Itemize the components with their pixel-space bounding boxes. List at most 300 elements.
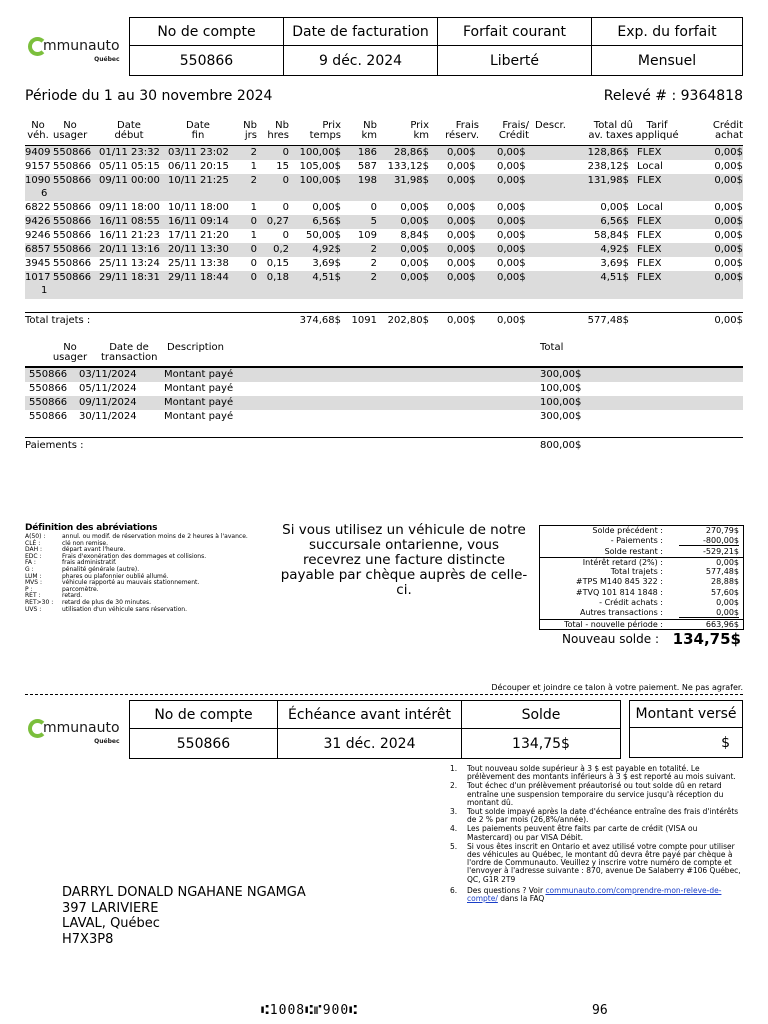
trip-cell-total: 0,00$ <box>600 202 629 213</box>
summary-row <box>540 526 743 536</box>
col-header-line1: Nb <box>275 120 289 131</box>
trip-cell-total: 3,69$ <box>600 258 629 269</box>
trip-cell-end: 10/11 18:00 <box>168 202 229 213</box>
trip-cell-start: 16/11 08:55 <box>99 216 160 227</box>
trip-cell-res: 0,00$ <box>447 230 476 241</box>
payments-col-header <box>167 343 257 353</box>
trip-cell-user: 550866 <box>53 216 92 227</box>
trip-cell-end: 17/11 21:20 <box>168 230 229 241</box>
payments-col-header <box>540 343 590 353</box>
payment-cell-desc: Montant payé <box>164 383 234 394</box>
trip-cell-start: 16/11 21:23 <box>99 230 160 241</box>
trip-cell-days: 1 <box>250 230 257 241</box>
payments-total-rule <box>25 437 743 438</box>
trip-cell-veh: 1017 <box>25 272 51 283</box>
mailing-address <box>62 885 306 947</box>
trip-cell-veh-cont: 1 <box>41 285 48 296</box>
period: Période du 1 au 30 novembre 2024 <box>25 88 273 104</box>
trip-cell-veh: 3945 <box>25 258 51 269</box>
col-header-line2: Crédit <box>498 130 529 141</box>
trips-col-header <box>293 121 341 141</box>
abbreviation-key: UVS : <box>25 605 42 613</box>
trip-cell-res: 0,00$ <box>447 202 476 213</box>
payment-cell-date: 05/11/2024 <box>79 383 137 394</box>
trip-cell-user: 550866 <box>53 272 92 283</box>
trip-cell-veh: 6822 <box>25 202 51 213</box>
trip-cell-total: 128,86$ <box>587 147 629 158</box>
abbreviation-value: phares ou plafonnier oublié allumé. <box>62 572 169 580</box>
trip-cell-res: 0,00$ <box>447 161 476 172</box>
trip-cell-veh: 9409 <box>25 147 51 158</box>
trip-cell-credit: 0,00$ <box>714 147 743 158</box>
col-header-line1: Frais/ <box>502 120 529 131</box>
summary-label: Intérêt retard (2%) : <box>582 557 663 567</box>
trip-cell-res: 0,00$ <box>447 216 476 227</box>
balance-summary <box>539 525 744 648</box>
logo-mm: mm <box>43 38 71 54</box>
payment-note <box>448 843 744 884</box>
payment-cell-date: 30/11/2024 <box>79 411 137 422</box>
summary-row <box>540 547 743 557</box>
payment-note <box>448 887 744 903</box>
summary-row <box>540 588 743 598</box>
col-header-line1: Description <box>167 342 224 353</box>
trip-cell-km: 2 <box>370 244 377 255</box>
payment-cell-user: 550866 <box>29 397 68 408</box>
payment-row <box>25 396 743 410</box>
logo-unauto-coupon: unauto <box>70 720 120 736</box>
abbreviation-key: MVS : <box>25 579 43 587</box>
trips-total-res: 0,00$ <box>447 315 476 326</box>
trip-cell-km: 198 <box>357 175 377 186</box>
trip-cell-start: 09/11 18:00 <box>99 202 160 213</box>
abbreviation-value: utilisation d'un véhicule sans réservation. <box>62 605 187 613</box>
col-header-line1: Total dû <box>593 120 633 131</box>
trips-total-km: 1091 <box>351 315 377 326</box>
payment-note <box>448 765 744 781</box>
trip-cell-res: 0,00$ <box>447 258 476 269</box>
new-balance-row <box>540 629 743 647</box>
trip-cell-end: 16/11 09:14 <box>168 216 229 227</box>
address-street: 397 LARIVIERE <box>62 900 159 916</box>
trip-cell-fee: 0,00$ <box>497 216 526 227</box>
note-text: Des questions ? Voir <box>467 885 546 895</box>
note-number: 4. <box>450 824 458 834</box>
abbreviations <box>25 523 275 613</box>
faq-link[interactable]: communauto.com/comprendre-mon-releve-de-compte/ <box>467 885 722 904</box>
trip-cell-user: 550866 <box>53 202 92 213</box>
trip-cell-rate: FLEX <box>637 230 662 241</box>
summary-value: 577,48$ <box>705 567 739 577</box>
note-text: Tout nouveau solde supérieur à 3 $ est payable en totalité. Le prélèvement des montants inférieurs à 3 $ est reporté au mois suivant. <box>467 764 736 782</box>
trip-cell-hours: 0 <box>282 147 289 158</box>
trip-row <box>25 271 743 299</box>
abbreviation-key: RET : <box>25 592 41 600</box>
trips-total-time-price: 374,68$ <box>299 315 341 326</box>
payment-cell-user: 550866 <box>29 411 68 422</box>
logo-region-coupon: Québec <box>94 738 120 745</box>
payment-cell-desc: Montant payé <box>164 411 234 422</box>
payment-cell-total: 100,00$ <box>540 383 582 394</box>
coupon-label-account: No de compte <box>130 701 278 729</box>
summary-value: 270,79$ <box>705 526 739 535</box>
trip-cell-res: 0,00$ <box>447 147 476 158</box>
trip-cell-total: 6,56$ <box>600 216 629 227</box>
abbreviation-value: Frais d'exonération des dommages et collisions. <box>62 552 207 560</box>
header-label-plan-exp: Exp. du forfait <box>592 18 743 46</box>
trip-cell-start: 05/11 05:15 <box>99 161 160 172</box>
trip-cell-fee: 0,00$ <box>497 244 526 255</box>
note-number: 6. <box>450 885 458 895</box>
trip-cell-rate: FLEX <box>637 244 662 255</box>
trip-cell-rate: FLEX <box>637 272 662 283</box>
trip-cell-end: 03/11 23:02 <box>168 147 229 158</box>
trips-col-header <box>53 121 87 141</box>
abbreviation-key: P : <box>25 585 33 593</box>
col-header-line2: transaction <box>101 352 158 363</box>
trip-cell-days: 0 <box>250 272 257 283</box>
col-header-line1: Descr. <box>535 120 566 131</box>
col-header-line2: usager <box>52 352 88 363</box>
trip-cell-credit: 0,00$ <box>714 230 743 241</box>
trip-cell-km: 5 <box>370 216 377 227</box>
abbreviation-value: frais administratif. <box>62 559 117 567</box>
abbreviation-value: parcomètre. <box>62 585 99 593</box>
trip-cell-veh: 1090 <box>25 175 51 186</box>
abbreviations-title: Définition des abréviations <box>25 523 158 533</box>
trip-cell-time-price: 105,00$ <box>299 161 341 172</box>
trip-cell-days: 1 <box>250 161 257 172</box>
logo-wordmark-coupon <box>43 720 120 745</box>
trip-cell-rate: FLEX <box>637 147 662 158</box>
summary-label: - Crédit achats : <box>599 598 663 608</box>
trip-cell-km: 2 <box>370 272 377 283</box>
trip-cell-total: 58,84$ <box>594 230 629 241</box>
trips-col-header <box>99 121 159 141</box>
note-text-suffix: dans la FAQ <box>497 894 545 904</box>
header-value-plan-exp: Mensuel <box>592 46 743 76</box>
trip-cell-veh: 9426 <box>25 216 51 227</box>
summary-row <box>540 608 743 618</box>
amount-paid-label: Montant versé <box>630 701 743 728</box>
abbreviation-key: EDC : <box>25 552 42 560</box>
abbreviation-key: RET>30 : <box>25 598 54 606</box>
abbreviation-value: retard de plus de 30 minutes. <box>62 598 151 606</box>
amount-paid-field[interactable]: $ <box>630 728 743 758</box>
trip-cell-fee: 0,00$ <box>497 175 526 186</box>
trip-cell-user: 550866 <box>53 258 92 269</box>
summary-row <box>540 619 743 629</box>
trip-cell-km: 186 <box>357 147 377 158</box>
trip-cell-start: 01/11 23:32 <box>99 147 160 158</box>
trips-col-header <box>573 121 633 141</box>
coupon-value-due: 31 déc. 2024 <box>278 729 462 759</box>
address-postal: H7X3P8 <box>62 931 114 947</box>
col-header-line2: fin <box>191 130 205 141</box>
coupon-label-balance: Solde <box>462 701 621 729</box>
summary-label: Total trajets : <box>610 567 663 577</box>
logo-wordmark <box>43 38 120 63</box>
col-header-line1: No <box>31 120 45 131</box>
payment-cell-total: 100,00$ <box>540 397 582 408</box>
summary-label: Total - nouvelle période : <box>564 619 663 629</box>
payment-note <box>448 782 744 807</box>
trip-cell-rate: FLEX <box>637 175 662 186</box>
payment-cell-user: 550866 <box>29 383 68 394</box>
payments-col-header <box>101 343 157 363</box>
abbreviation-key: A(50) : <box>25 533 46 540</box>
trip-cell-km: 109 <box>357 230 377 241</box>
col-header-line1: Tarif <box>646 120 668 131</box>
col-header-line2: km <box>361 130 377 141</box>
col-header-line1: Total <box>540 342 564 353</box>
trip-row <box>25 174 743 201</box>
trips-total-label: Total trajets : <box>25 315 91 326</box>
summary-value: 0,00$ <box>716 557 739 567</box>
col-header-line1: Nb <box>243 120 257 131</box>
col-header-line2: av. taxes <box>588 130 633 141</box>
trips-col-header <box>635 121 679 141</box>
trip-cell-start: 20/11 13:16 <box>99 244 160 255</box>
trip-cell-fee: 0,00$ <box>497 202 526 213</box>
trips-col-header <box>168 121 228 141</box>
trip-cell-time-price: 100,00$ <box>299 147 341 158</box>
trip-cell-total: 131,98$ <box>587 175 629 186</box>
col-header-line2: usager <box>53 130 88 141</box>
trip-cell-start: 29/11 18:31 <box>99 272 160 283</box>
summary-label: - Paiements : <box>610 536 663 546</box>
col-header-line2: hres <box>267 130 289 141</box>
trip-cell-days: 0 <box>250 258 257 269</box>
trips-total-km-price: 202,80$ <box>387 315 429 326</box>
ontario-note: Si vous utilisez un véhicule de notre succursale ontarienne, vous recevrez une facture distincte payable par chèque auprès de celle-ci. <box>280 522 528 598</box>
trip-cell-hours: 0,18 <box>266 272 289 283</box>
trips-col-header <box>485 121 529 141</box>
logo-region: Québec <box>94 56 120 63</box>
abbreviation-item <box>25 607 275 614</box>
trip-cell-km-price: 8,84$ <box>400 230 429 241</box>
abbreviation-key: G : <box>25 565 34 573</box>
trips-total-total: 577,48$ <box>587 315 629 326</box>
summary-value: -800,00$ <box>679 536 739 546</box>
trip-row <box>25 146 743 160</box>
payment-note <box>448 825 744 841</box>
trips-total-credit: 0,00$ <box>714 315 743 326</box>
payment-row <box>25 368 743 382</box>
note-number: 1. <box>450 764 458 773</box>
col-header-line1: No <box>63 120 77 131</box>
trip-cell-time-price: 4,51$ <box>312 272 341 283</box>
trip-cell-res: 0,00$ <box>447 244 476 255</box>
abbreviation-value: départ avant l'heure. <box>62 546 126 554</box>
col-header-line1: Crédit <box>712 120 743 131</box>
trip-cell-veh-cont: 6 <box>41 188 48 199</box>
col-header-line2: début <box>114 130 144 141</box>
trips-col-header <box>25 121 51 141</box>
trips-col-header <box>261 121 289 141</box>
trip-row <box>25 243 743 257</box>
header-value-account: 550866 <box>130 46 284 76</box>
cut-line <box>25 694 743 695</box>
payment-row <box>25 410 743 424</box>
payment-note <box>448 808 744 824</box>
trip-cell-fee: 0,00$ <box>497 147 526 158</box>
trip-cell-time-price: 50,00$ <box>306 230 341 241</box>
trip-cell-time-price: 100,00$ <box>299 175 341 186</box>
trip-cell-end: 29/11 18:44 <box>168 272 229 283</box>
micr-line: ⑆1008⑆⑈900⑆ <box>261 1003 358 1018</box>
trip-cell-hours: 0,15 <box>266 258 289 269</box>
trip-row <box>25 257 743 271</box>
trip-cell-days: 2 <box>250 175 257 186</box>
trip-row <box>25 229 743 243</box>
trip-cell-rate: Local <box>637 202 663 213</box>
trip-cell-rate: FLEX <box>637 216 662 227</box>
cut-instruction: Découper et joindre ce talon à votre paiement. Ne pas agrafer. <box>491 683 743 692</box>
summary-value: -529,21$ <box>703 546 739 556</box>
trip-cell-hours: 0,2 <box>273 244 289 255</box>
trip-cell-rate: FLEX <box>637 258 662 269</box>
trip-cell-end: 10/11 21:25 <box>168 175 229 186</box>
col-header-line1: Date de <box>109 342 149 353</box>
note-text: Tout solde impayé après la date d'échéance entraîne des frais d'intérêts de 2 % par mois (26,8%/année). <box>467 807 739 825</box>
abbreviation-key: DAH : <box>25 546 43 554</box>
trip-cell-days: 2 <box>250 147 257 158</box>
trip-cell-km-price: 0,00$ <box>400 202 429 213</box>
trip-cell-start: 09/11 00:00 <box>99 175 160 186</box>
trip-cell-total: 238,12$ <box>587 161 629 172</box>
trips-col-header <box>379 121 429 141</box>
trip-cell-time-price: 6,56$ <box>312 216 341 227</box>
summary-row <box>540 557 743 567</box>
trip-cell-credit: 0,00$ <box>714 244 743 255</box>
abbreviation-value: véhicule rapporté au mauvais stationnement. <box>62 579 200 587</box>
summary-row <box>540 577 743 587</box>
summary-row <box>540 536 743 546</box>
abbreviation-key: CLÉ : <box>25 539 41 547</box>
trip-cell-start: 25/11 13:24 <box>99 258 160 269</box>
note-text: Les paiements peuvent être faits par carte de crédit (VISA ou Mastercard) ou par VISA Débit. <box>467 824 698 842</box>
trip-cell-credit: 0,00$ <box>714 216 743 227</box>
trip-cell-end: 25/11 13:38 <box>168 258 229 269</box>
trip-cell-credit: 0,00$ <box>714 202 743 213</box>
payment-cell-date: 09/11/2024 <box>79 397 137 408</box>
trip-cell-days: 0 <box>250 216 257 227</box>
payment-cell-total: 300,00$ <box>540 411 582 422</box>
trips-col-header <box>235 121 257 141</box>
header-label-account: No de compte <box>130 18 284 46</box>
trip-cell-fee: 0,00$ <box>497 230 526 241</box>
trip-cell-km: 587 <box>357 161 377 172</box>
trip-cell-time-price: 3,69$ <box>312 258 341 269</box>
abbreviation-key: LUM : <box>25 572 42 580</box>
col-header-line2: jrs <box>244 130 257 141</box>
col-header-line2: réserv. <box>445 130 479 141</box>
address-name: DARRYL DONALD NGAHANE NGAMGA <box>62 885 306 900</box>
note-text: Si vous êtes inscrit en Ontario et avez utilisé votre compte pour utiliser des véhicules au Québec, le montant dû devra être payé par chèque à l'ordre de Communauto. Veuillez y inscrire votre numéro de compte et l'envoyer à l'adresse suivante : 870, avenue De Salaberry #106 Québec, QC, G1R 2T9 <box>467 841 741 884</box>
payment-cell-date: 03/11/2024 <box>79 369 137 380</box>
trip-cell-days: 1 <box>250 202 257 213</box>
trip-cell-km: 0 <box>370 202 377 213</box>
trip-cell-km-price: 0,00$ <box>400 244 429 255</box>
trip-cell-hours: 0 <box>282 175 289 186</box>
header-value-plan: Liberté <box>438 46 592 76</box>
coupon-table <box>129 700 621 759</box>
summary-row <box>540 567 743 577</box>
coupon-value-balance: 134,75$ <box>462 729 621 759</box>
col-header-line1: Date <box>117 120 141 131</box>
payment-row <box>25 382 743 396</box>
header-label-billing-date: Date de facturation <box>284 18 438 46</box>
summary-value: 0,00$ <box>679 608 739 618</box>
trip-cell-credit: 0,00$ <box>714 258 743 269</box>
trip-cell-total: 4,51$ <box>600 272 629 283</box>
payments-col-header <box>43 343 97 363</box>
trip-cell-km-price: 28,86$ <box>394 147 429 158</box>
trip-cell-rate: Local <box>637 161 663 172</box>
col-header-line2: km <box>413 130 429 141</box>
summary-label: Autres transactions : <box>579 608 663 618</box>
summary-value: 28,88$ <box>711 577 739 587</box>
payments-total-label: Paiements : <box>25 440 84 451</box>
trip-cell-km-price: 31,98$ <box>394 175 429 186</box>
trip-cell-credit: 0,00$ <box>714 175 743 186</box>
summary-label: #TPS M140 845 322 : <box>575 577 663 587</box>
payment-cell-user: 550866 <box>29 369 68 380</box>
summary-value: 0,00$ <box>716 598 739 608</box>
trip-cell-km-price: 0,00$ <box>400 258 429 269</box>
abbreviation-value: clé non remise. <box>62 539 109 547</box>
coupon-value-account: 550866 <box>130 729 278 759</box>
note-number: 2. <box>450 781 458 791</box>
summary-row <box>540 598 743 608</box>
trip-row <box>25 215 743 229</box>
note-text: Tout échec d'un prélèvement préautorisé ou tout solde dû en retard entraîne une suspension temporaire du service jusqu'à réception du montant dû. <box>467 781 724 807</box>
payments-total-row <box>25 439 743 453</box>
trip-cell-fee: 0,00$ <box>497 258 526 269</box>
summary-value: 57,60$ <box>711 587 739 597</box>
trip-cell-credit: 0,00$ <box>714 161 743 172</box>
amount-paid-box <box>629 700 743 758</box>
account-header-table <box>129 17 743 76</box>
col-header-line1: Prix <box>410 120 429 131</box>
payments-total-total: 800,00$ <box>540 440 582 451</box>
abbreviation-value: annul. ou modif. de réservation moins de 2 heures à l'avance. <box>62 533 248 540</box>
payment-cell-desc: Montant payé <box>164 369 234 380</box>
trips-col-header <box>345 121 377 141</box>
trip-cell-days: 0 <box>250 244 257 255</box>
trip-cell-user: 550866 <box>53 161 92 172</box>
trip-cell-fee: 0,00$ <box>497 161 526 172</box>
note-number: 5. <box>450 841 458 851</box>
new-balance-value: 134,75$ <box>672 629 741 648</box>
col-header-line1: Frais <box>455 120 479 131</box>
payment-cell-total: 300,00$ <box>540 369 582 380</box>
trip-cell-res: 0,00$ <box>447 272 476 283</box>
abbreviation-value: pénalité générale (autre). <box>62 565 140 573</box>
trip-cell-credit: 0,00$ <box>714 272 743 283</box>
trip-cell-km-price: 0,00$ <box>400 272 429 283</box>
col-header-line1: No <box>63 342 77 353</box>
trip-cell-km-price: 133,12$ <box>387 161 429 172</box>
communauto-logo <box>28 36 120 63</box>
trip-cell-veh: 6857 <box>25 244 51 255</box>
trips-total-rule <box>25 312 743 313</box>
trip-cell-end: 20/11 13:30 <box>168 244 229 255</box>
logo-mm-coupon: mm <box>43 720 71 736</box>
summary-label: Solde précédent : <box>592 526 663 535</box>
trip-cell-hours: 0 <box>282 230 289 241</box>
